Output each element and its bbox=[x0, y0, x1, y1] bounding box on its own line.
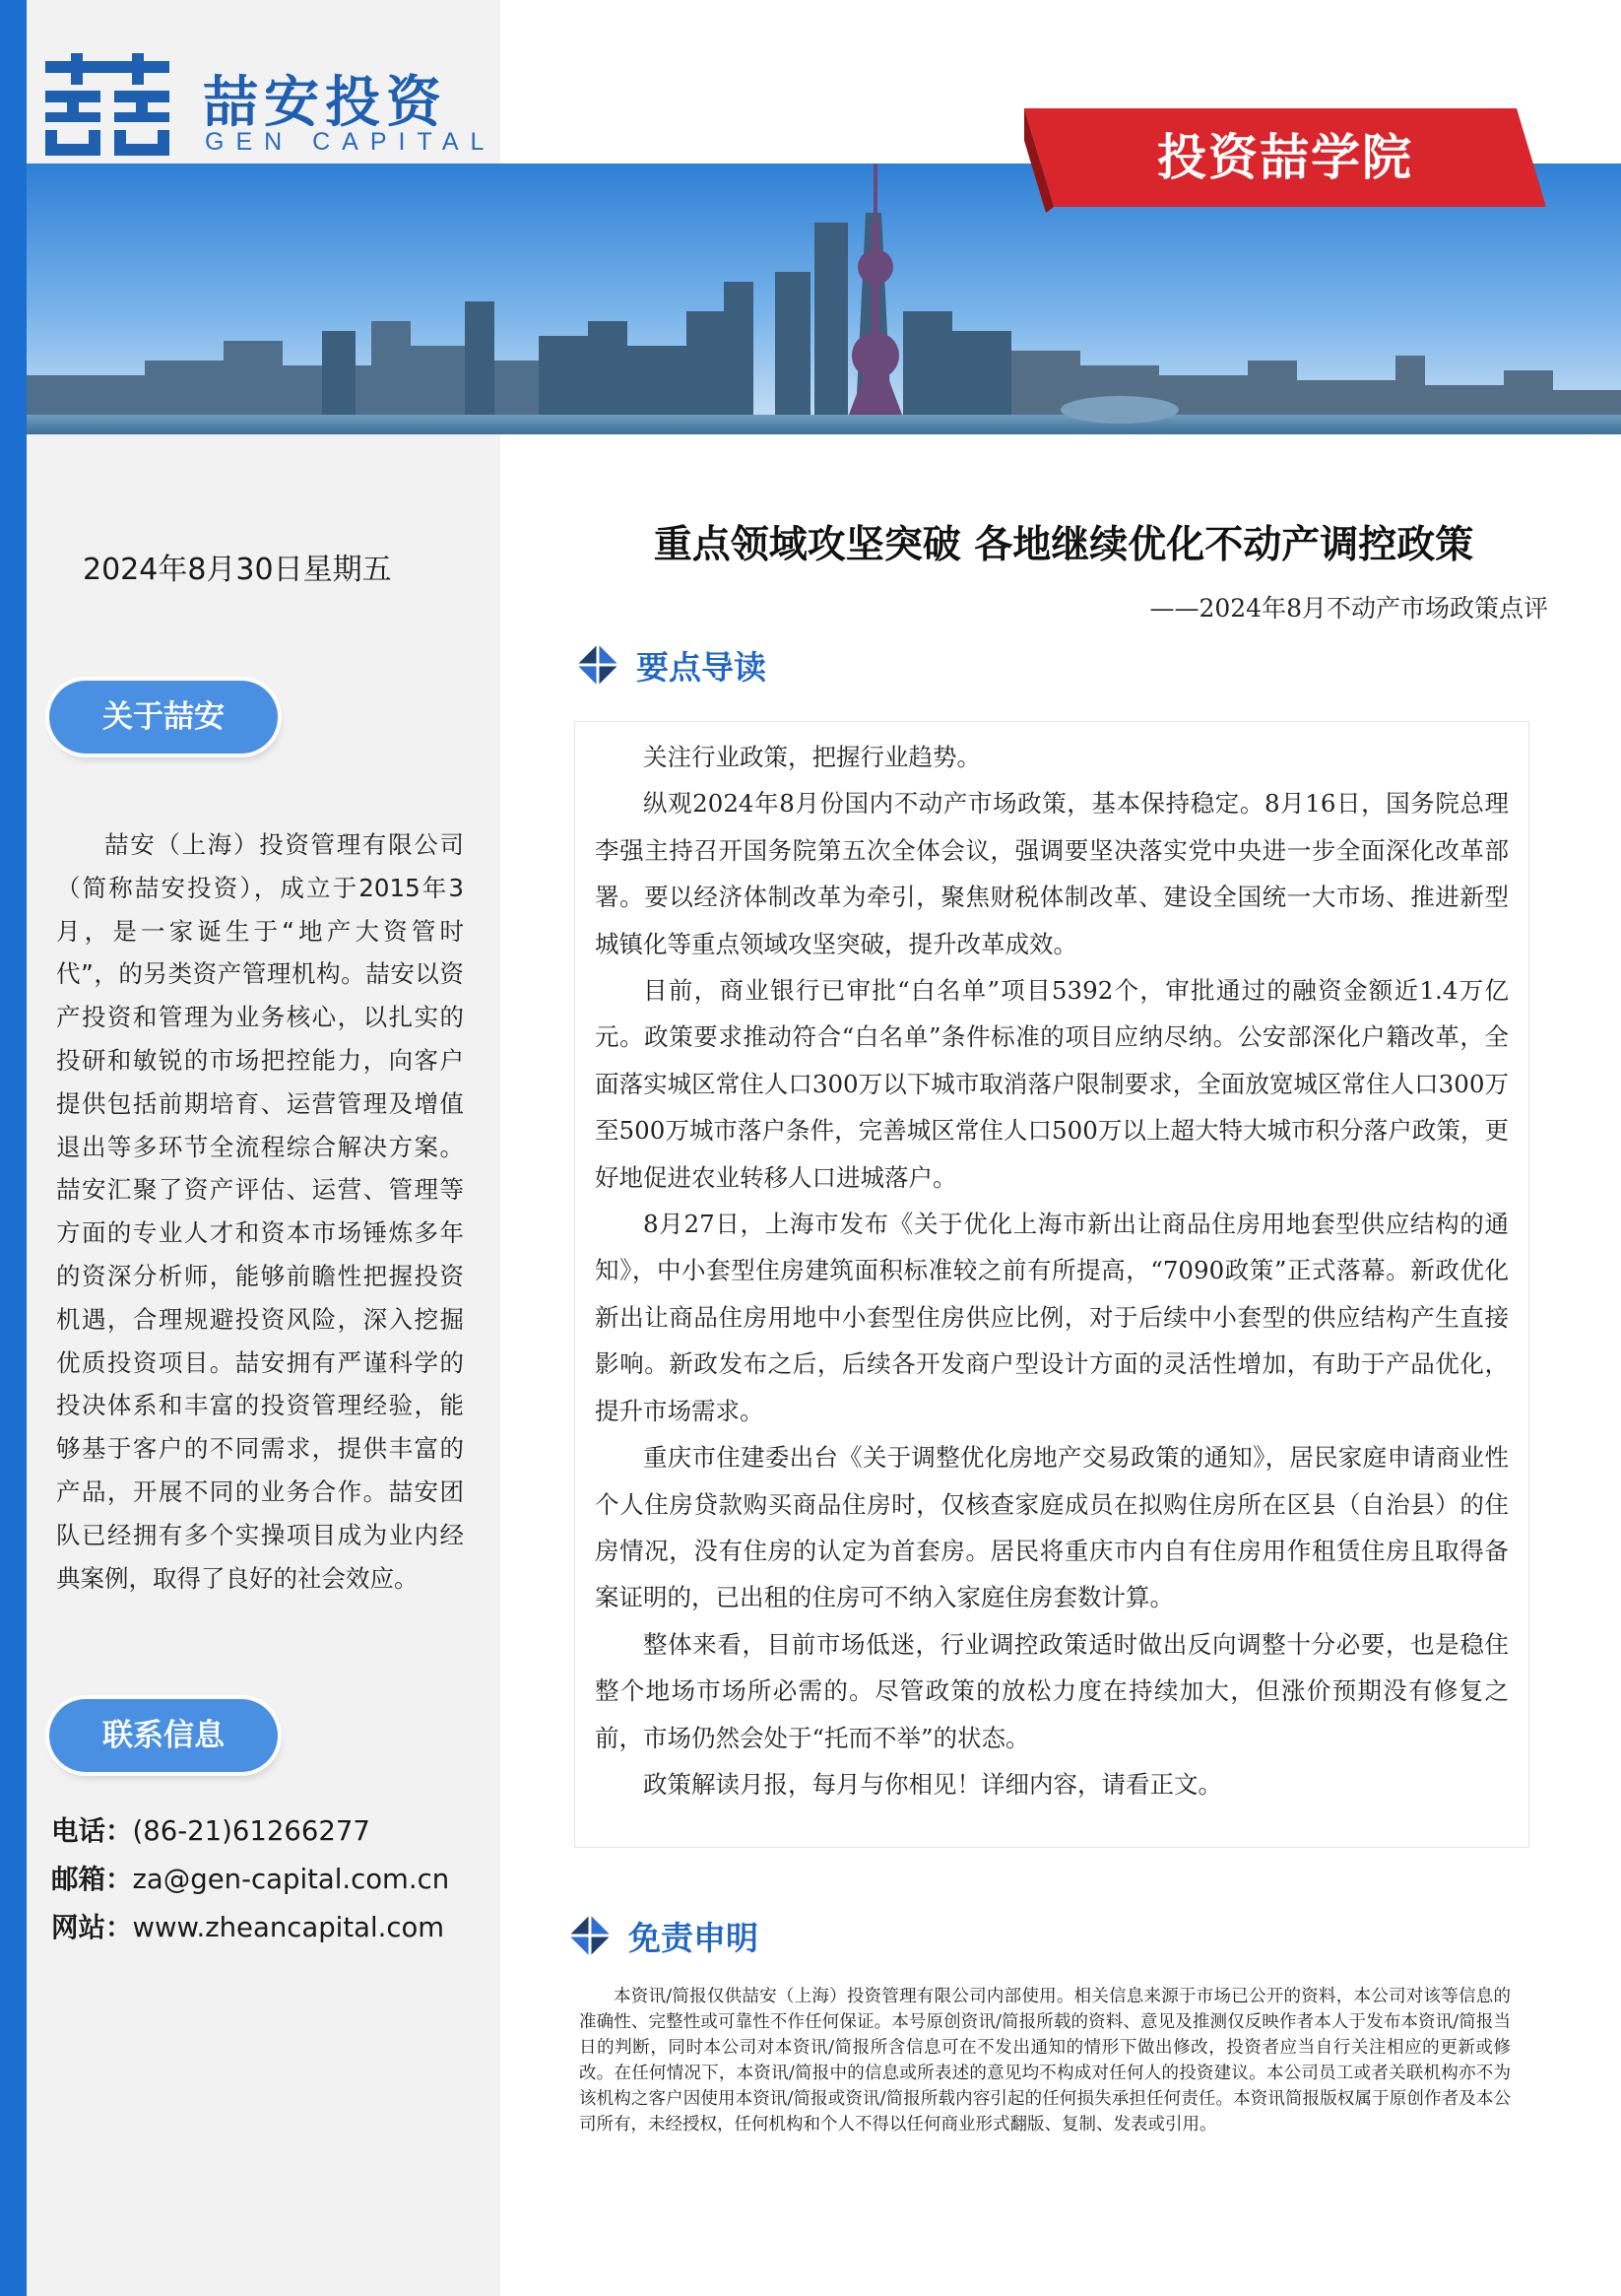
disclaimer-heading bbox=[567, 1911, 758, 1960]
contact-section-pill: 联系信息 bbox=[49, 1699, 278, 1772]
about-text: 喆安（上海）投资管理有限公司（简称喆安投资），成立于2015年3月，是一家诞生于“地产大资管时代”，的另类资产管理机构。喆安以资产投资和管理为业务核心，以扎实的投研和敏锐的市场把控能力，向客户提供包括前期培育、运营管理及增值退出等多环节全流程综合解决方案。喆安汇聚了资产评估、运营、管理等方面的专业人才和资本市场锤炼多年的资深分析师，能够前瞻性把握投资机遇，合理规避投资风险，深入挖掘优质投资项目。喆安拥有严谨科学的投决体系和丰富的投资管理经验，能够基于客户的不同需求，提供丰富的产品，开展不同的业务合作。喆安团队已经拥有多个实操项目成为业内经典案例，取得了良好的社会效应。 bbox=[56, 830, 464, 1593]
key-points-heading-label: 要点导读 bbox=[636, 647, 766, 687]
left-accent-bar bbox=[0, 0, 27, 2296]
about-section-pill: 关于喆安 bbox=[49, 681, 278, 754]
report-date: 2024年8月30日星期五 bbox=[83, 553, 392, 587]
key-points-body bbox=[595, 734, 1509, 1807]
email-label: 邮箱： bbox=[51, 1864, 133, 1895]
brand-name-en: GEN CAPITAL bbox=[205, 128, 496, 156]
paragraph: 整体来看，目前市场低迷，行业调控政策适时做出反向调整十分必要，也是稳住整个地场市场所必需的。尽管政策的放松力度在持续加大，但涨价预期没有修复之前，市场仍然会处于“托而不举”的状态。 bbox=[595, 1629, 1509, 1752]
paragraph: 重庆市住建委出台《关于调整优化房地产交易政策的通知》，居民家庭申请商业性个人住房贷款购买商品住房时，仅核查家庭成员在拟购住房所在区县（自治县）的住房情况，没有住房的认定为首套房。居民将重庆市内自有住房用作租赁住房且取得备案证明的，已出租的住房可不纳入家庭住房套数计算。 bbox=[595, 1443, 1509, 1612]
email-value[interactable]: za@gen-capital.com.cn bbox=[132, 1864, 450, 1895]
contact-email-row bbox=[51, 1857, 485, 1896]
key-points-heading bbox=[575, 640, 766, 689]
paragraph: 关注行业政策，把握行业趋势。 bbox=[643, 743, 981, 771]
academy-tag-label: 投资喆学院 bbox=[1157, 129, 1413, 186]
brand-name-cn: 喆安投资 bbox=[203, 71, 447, 135]
diamond-icon bbox=[575, 642, 620, 688]
disclaimer-heading-label: 免责申明 bbox=[628, 1918, 758, 1957]
contact-phone-row bbox=[51, 1808, 485, 1848]
phone-value[interactable]: (86-21)61266277 bbox=[132, 1815, 370, 1847]
web-label: 网站： bbox=[51, 1912, 133, 1943]
brand-logo[interactable] bbox=[43, 53, 496, 162]
phone-label: 电话： bbox=[51, 1815, 133, 1847]
paragraph: 政策解读月报，每月与你相见！详细内容，请看正文。 bbox=[643, 1769, 1222, 1799]
contact-web-row bbox=[51, 1905, 485, 1944]
paragraph: 目前，商业银行已审批“白名单”项目5392个，审批通过的融资金额近1.4万亿元。政策要求推动符合“白名单”条件标准的项目应纳尽纳。公安部深化户籍改革，全面落实城区常住人口300万以下城市取消落户限制要求，全面放宽城区常住人口300万至500万城市落户条件，完善城区常住人口500万以上超大特大城市积分落户政策，更好地促进农业转移人口进城落户。 bbox=[595, 976, 1509, 1192]
disclaimer-text: 本资讯/简报仅供喆安（上海）投资管理有限公司内部使用。相关信息来源于市场已公开的资料，本公司对该等信息的准确性、完整性或可靠性不作任何保证。本号原创资讯/简报所载的资料、意见及推测仅反映作者本人于发布本资讯/简报当日的判断，同时本公司对本资讯/简报所含信息可在不发出通知的情形下做出修改，投资者应当自行关注相应的更新或修改。在任何情况下，本资讯/简报中的信息或所表述的意见均不构成对任何人的投资建议。本公司员工或者关联机构亦不为该机构之客户因使用本资讯/简报或资讯/简报所载内容引起的任何损失承担任何责任。本资讯简报版权属于原创作者及本公司所有，未经授权，任何机构和个人不得以任何商业形式翻版、复制、发表或引用。 bbox=[579, 1987, 1511, 2134]
article-subtitle: ——2024年8月不动产市场政策点评 bbox=[1149, 594, 1548, 623]
paragraph: 8月27日，上海市发布《关于优化上海市新出让商品住房用地套型供应结构的通知》，中小套型住房建筑面积标准较之前有所提高，“7090政策”正式落幕。新政优化新出让商品住房用地中小套型住房供应比例，对于后续中小套型的供应结构产生直接影响。新政发布之后，后续各开发商户型设计方面的灵活性增加，有助于产品优化，提升市场需求。 bbox=[595, 1210, 1509, 1425]
article-title: 重点领域攻坚突破 各地继续优化不动产调控政策 bbox=[653, 523, 1474, 567]
logo-mark-icon bbox=[43, 53, 171, 156]
web-value[interactable]: www.zheancapital.com bbox=[132, 1912, 445, 1943]
paragraph: 纵观2024年8月份国内不动产市场政策，基本保持稳定。8月16日，国务院总理李强主持召开国务院第五次全体会议，强调要坚决落实党中央进一步全面深化改革部署。要以经济体制改革为牵引，聚焦财税体制改革、建设全国统一大市场、推进新型城镇化等重点领域攻坚突破，提升改革成效。 bbox=[595, 789, 1509, 958]
diamond-icon bbox=[567, 1913, 613, 1958]
